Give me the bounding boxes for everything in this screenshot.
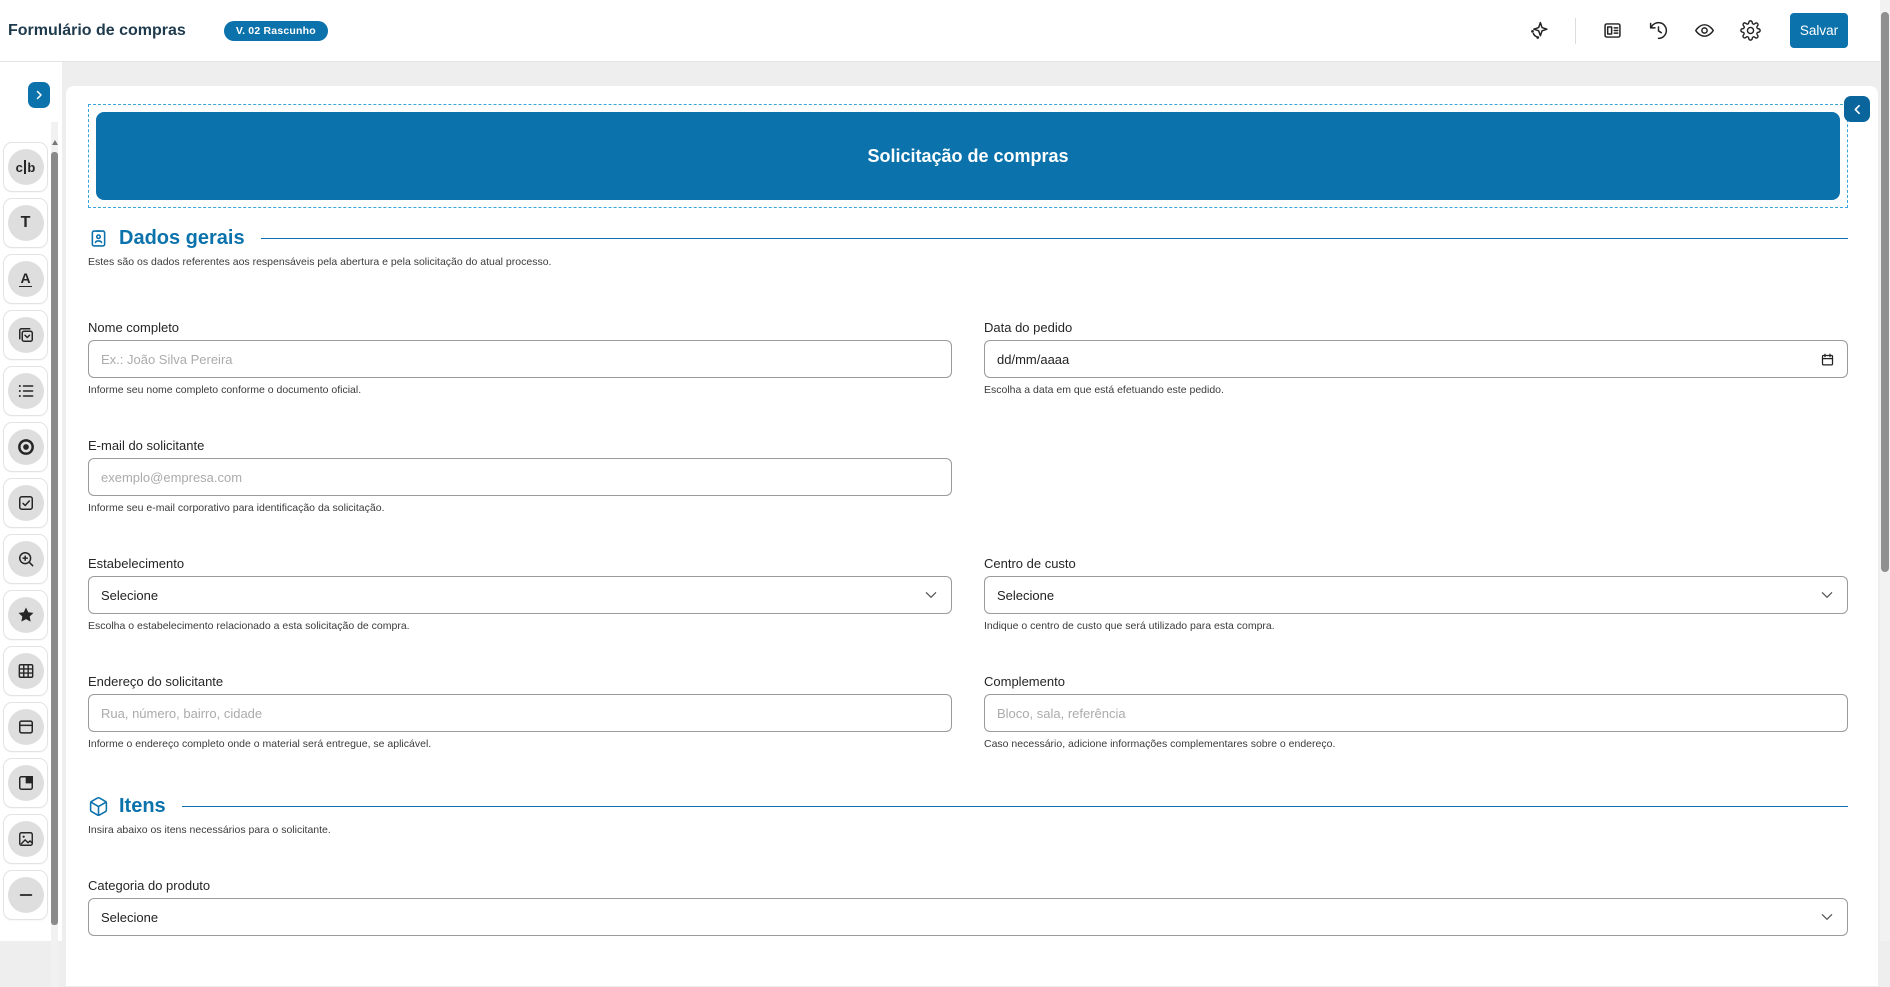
rating-star-icon <box>8 597 44 633</box>
sidebar-scrollbar-thumb[interactable] <box>51 152 58 925</box>
field-hint: Caso necessário, adicione informações complementares sobre o endereço. <box>984 738 1336 750</box>
tool-table-grid[interactable] <box>3 646 48 696</box>
section-subtitle: Estes são os dados referentes aos respensáveis pela abertura e pela solicitação do atual processo. <box>88 256 552 268</box>
tool-short-text[interactable] <box>3 142 48 192</box>
tool-heading-text[interactable] <box>3 198 48 248</box>
form-title-block-selected[interactable] <box>88 104 1848 208</box>
panel-icon <box>8 709 44 745</box>
chevron-left-icon <box>1851 103 1864 116</box>
package-icon <box>88 796 109 817</box>
categoria-produto-select[interactable] <box>88 898 1848 936</box>
save-button[interactable]: Salvar <box>1790 13 1848 48</box>
tool-checkbox[interactable] <box>3 478 48 528</box>
id-badge-icon <box>88 228 109 249</box>
field-label: Centro de custo <box>984 556 1076 571</box>
list-icon <box>8 373 44 409</box>
topbar-actions <box>1527 13 1890 48</box>
complemento-input[interactable] <box>984 694 1848 732</box>
tool-search-select[interactable] <box>3 534 48 584</box>
tool-divider[interactable] <box>3 870 48 920</box>
section-divider-line <box>261 238 1848 239</box>
endereco-solicitante-input[interactable] <box>88 694 952 732</box>
field-label: Complemento <box>984 674 1065 689</box>
page-icon <box>8 765 44 801</box>
tool-rating-star[interactable] <box>3 590 48 640</box>
tool-palette <box>3 142 48 920</box>
field-label: Estabelecimento <box>88 556 185 571</box>
chevron-right-icon <box>33 89 45 101</box>
nome-completo-input[interactable] <box>88 340 952 378</box>
search-select-icon <box>8 541 44 577</box>
select-value: Selecione <box>101 909 159 925</box>
section-title: Dados gerais <box>119 226 245 249</box>
font-icon: A <box>8 261 44 297</box>
field-complemento[interactable] <box>984 674 1848 750</box>
topbar-divider <box>1575 18 1576 44</box>
heading-text-icon: T <box>8 205 44 241</box>
field-hint: Informe seu e-mail corporativo para identificação da solicitação. <box>88 502 385 514</box>
field-label: Data do pedido <box>984 320 1073 335</box>
field-label: Categoria do produto <box>88 878 211 893</box>
tool-image[interactable] <box>3 814 48 864</box>
tool-font[interactable] <box>3 254 48 304</box>
expand-sidebar-button[interactable] <box>28 82 50 108</box>
date-placeholder: dd/mm/aaaa <box>997 351 1070 367</box>
chevron-down-icon <box>923 587 939 603</box>
settings-gear-icon[interactable] <box>1738 19 1762 43</box>
short-text-icon: c b <box>8 149 44 185</box>
form-log-icon[interactable] <box>1600 19 1624 43</box>
form-title: Solicitação de compras <box>867 145 1069 166</box>
field-hint: Informe seu nome completo conforme o documento oficial. <box>88 384 362 396</box>
estabelecimento-select[interactable] <box>88 576 952 614</box>
version-badge[interactable]: V. 02 Rascunho <box>224 21 328 41</box>
divider-icon <box>8 877 44 913</box>
field-label: Endereço do solicitante <box>88 674 224 689</box>
tool-radio[interactable] <box>3 422 48 472</box>
field-nome-completo[interactable] <box>88 320 952 396</box>
field-hint: Escolha o estabelecimento relacionado a esta solicitação de compra. <box>88 620 410 632</box>
section-dados-gerais-header[interactable] <box>88 224 1848 252</box>
section-divider-line <box>182 806 1848 807</box>
sidebar-scroll-up-arrow[interactable] <box>52 140 58 145</box>
dropdown-icon <box>8 317 44 353</box>
history-icon[interactable] <box>1646 19 1670 43</box>
page-scrollbar-thumb[interactable] <box>1881 12 1889 572</box>
tool-dropdown[interactable] <box>3 310 48 360</box>
form-canvas <box>66 86 1878 986</box>
field-hint: Indique o centro de custo que será utilizado para esta compra. <box>984 620 1275 632</box>
image-icon <box>8 821 44 857</box>
field-hint: Informe o endereço completo onde o material será entregue, se aplicável. <box>88 738 432 750</box>
field-email-solicitante[interactable] <box>88 438 952 514</box>
page-scrollbar-track[interactable] <box>1880 0 1890 941</box>
field-endereco-solicitante[interactable] <box>88 674 952 750</box>
field-data-pedido[interactable] <box>984 320 1848 396</box>
field-centro-custo[interactable] <box>984 556 1848 632</box>
field-categoria-produto[interactable] <box>88 878 1848 936</box>
radio-icon <box>8 429 44 465</box>
field-hint: Escolha a data em que está efetuando este pedido. <box>984 384 1224 396</box>
field-label: E-mail do solicitante <box>88 438 205 453</box>
table-grid-icon <box>8 653 44 689</box>
email-solicitante-input[interactable] <box>88 458 952 496</box>
tools-sidebar <box>0 62 62 941</box>
form-title-banner <box>96 112 1840 200</box>
section-itens-header[interactable] <box>88 792 1848 820</box>
ai-sparkle-icon[interactable] <box>1527 19 1551 43</box>
topbar <box>0 0 1890 62</box>
page-title: Formulário de compras <box>8 21 186 39</box>
chevron-down-icon <box>1819 909 1835 925</box>
tool-panel[interactable] <box>3 702 48 752</box>
select-value: Selecione <box>997 587 1055 603</box>
section-title: Itens <box>119 794 166 817</box>
select-value: Selecione <box>101 587 159 603</box>
collapse-panel-button[interactable] <box>1844 96 1870 122</box>
tool-list[interactable] <box>3 366 48 416</box>
checkbox-icon <box>8 485 44 521</box>
preview-eye-icon[interactable] <box>1692 19 1716 43</box>
chevron-down-icon <box>1819 587 1835 603</box>
field-label: Nome completo <box>88 320 180 335</box>
field-estabelecimento[interactable] <box>88 556 952 632</box>
tool-page[interactable] <box>3 758 48 808</box>
section-subtitle: Insira abaixo os itens necessários para o solicitante. <box>88 824 331 836</box>
dados-gerais-fields <box>88 320 1848 750</box>
centro-custo-select[interactable] <box>984 576 1848 614</box>
data-pedido-input[interactable] <box>984 340 1848 378</box>
calendar-icon[interactable] <box>1820 352 1835 367</box>
